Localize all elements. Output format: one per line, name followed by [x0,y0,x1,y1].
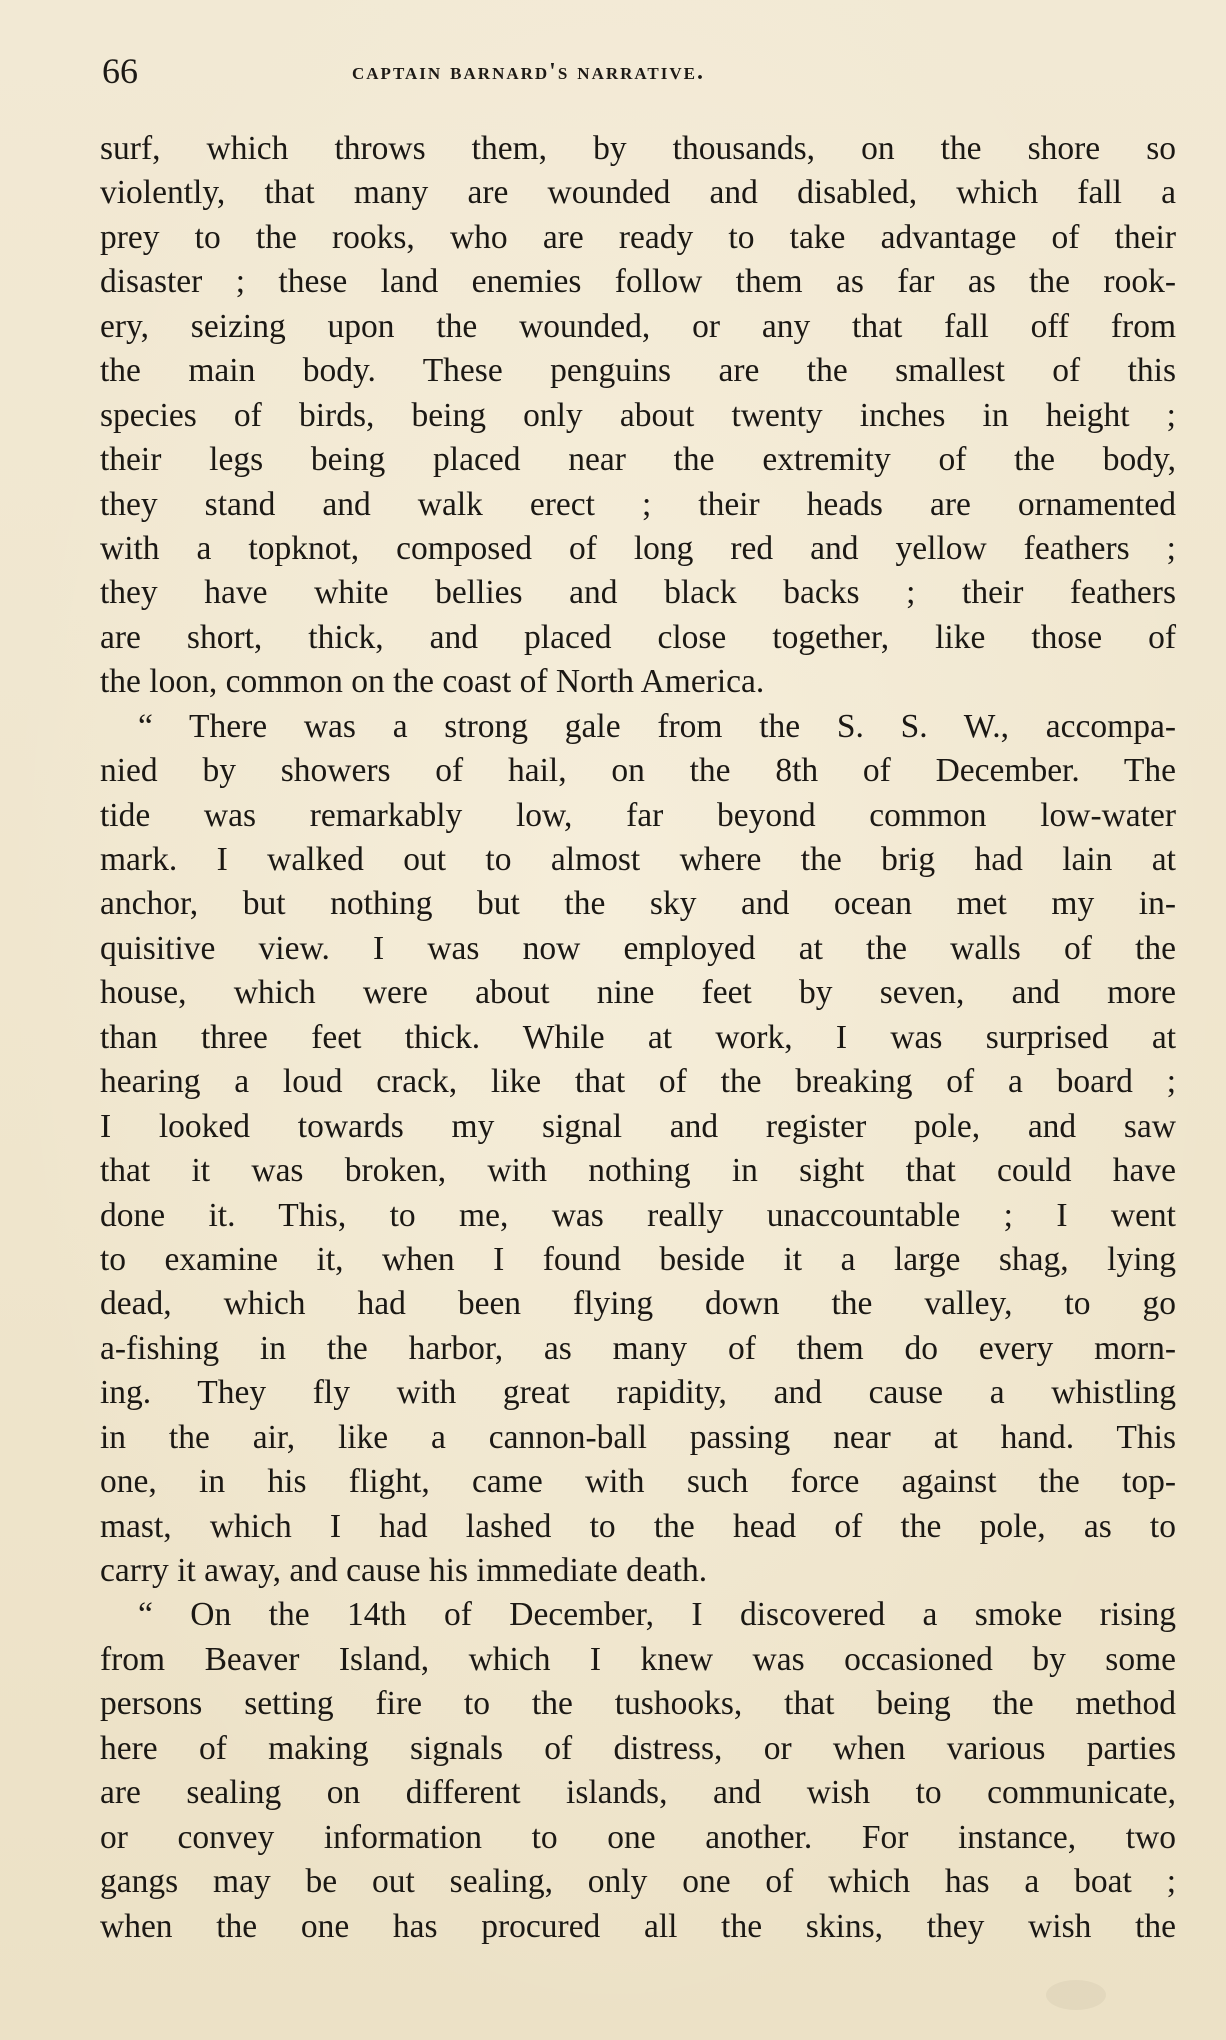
text-line: prey to the rooks, who are ready to take advantage of their [100,218,1176,256]
text-line: the main body. These penguins are the smallest of this [100,352,1176,390]
text-line: mark. I walked out to almost where the brig had lain at [100,841,1176,878]
text-line: gangs may be out sealing, only one of which has a boat ; [100,1863,1176,1901]
text-line: hearing a loud crack, like that of the breaking of a board ; [100,1063,1176,1101]
text-line: mast, which I had lashed to the head of the pole, as to [100,1507,1176,1545]
text-line: ery, seizing upon the wounded, or any that fall off from [100,307,1176,345]
text-line: violently, that many are wounded and disabled, which fall a [100,174,1176,212]
page-number: 66 [102,51,138,91]
text-line: are short, thick, and placed close together, like those of [100,618,1176,656]
text-line: house, which were about nine feet by seven, and more [100,974,1176,1012]
text-line: they have white bellies and black backs ; their feathers [100,574,1176,612]
text-line: they stand and walk erect ; their heads are ornamented [100,485,1176,523]
paragraph-end-line: carry it away, and cause his immediate death. [100,1552,708,1589]
text-line: anchor, but nothing but the sky and ocean met my in- [100,885,1176,923]
text-line: disaster ; these land enemies follow them as far as the rook- [100,263,1176,301]
text-line: when the one has procured all the skins, they wish the [100,1907,1176,1945]
text-line: than three feet thick. While at work, I was surprised at [100,1018,1176,1056]
text-line: tide was remarkably low, far beyond common low-water [100,796,1176,834]
paragraph-end-line: the loon, common on the coast of North America. [100,663,765,701]
text-line: here of making signals of distress, or when various parties [100,1729,1176,1767]
paper-smudge [1046,1980,1106,2010]
paragraph-start-line: “ On the 14th of December, I discovered a smoke rising [138,1596,1176,1634]
text-line: quisitive view. I was now employed at the walls of the [100,929,1176,967]
text-line: species of birds, being only about twenty inches in height ; [100,396,1176,434]
text-line: with a topknot, composed of long red and yellow feathers ; [100,529,1176,567]
text-line: in the air, like a cannon-ball passing near at hand. This [100,1418,1176,1456]
body-text [100,127,1176,1949]
text-line: a-fishing in the harbor, as many of them do every morn- [100,1329,1176,1367]
text-line: done it. This, to me, was really unaccountable ; I went [100,1196,1176,1234]
text-line: that it was broken, with nothing in sight that could have [100,1152,1176,1190]
text-line: ing. They fly with great rapidity, and cause a whistling [100,1374,1176,1412]
text-line: nied by showers of hail, on the 8th of December. The [100,752,1176,790]
text-line: surf, which throws them, by thousands, on the shore so [100,130,1176,167]
text-line: their legs being placed near the extremity of the body, [100,441,1176,479]
running-title: captain barnard's narrative. [352,59,705,85]
text-line: one, in his flight, came with such force against the top- [100,1463,1176,1501]
text-line: or convey information to one another. For instance, two [100,1818,1176,1856]
text-line: from Beaver Island, which I knew was occasioned by some [100,1640,1176,1678]
text-line: I looked towards my signal and register pole, and saw [100,1107,1176,1145]
text-line: to examine it, when I found beside it a large shag, lying [100,1240,1176,1278]
running-head [102,46,1182,96]
text-line: are sealing on different islands, and wish to communicate, [100,1774,1176,1812]
text-line: persons setting fire to the tushooks, that being the method [100,1685,1176,1723]
paragraph-start-line: “ There was a strong gale from the S. S. W., accompa- [138,707,1176,745]
text-line: dead, which had been flying down the valley, to go [100,1285,1176,1323]
